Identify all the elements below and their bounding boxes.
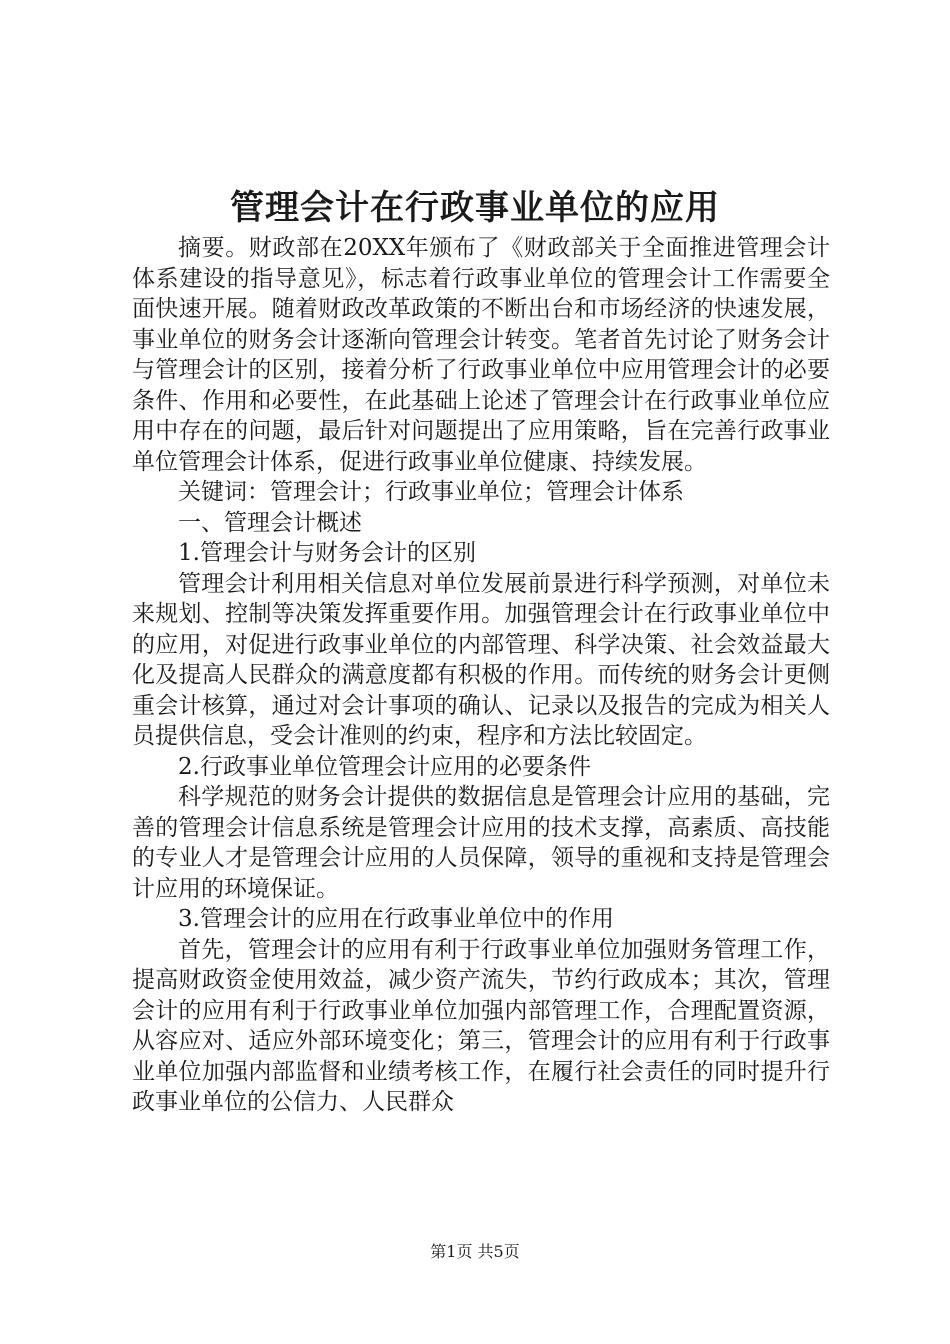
document-title: 管理会计在行政事业单位的应用 [230,188,720,228]
subsection-heading-1: 1.管理会计与财务会计的区别 [178,540,476,566]
body-paragraph: 首先，管理会计的应用有利于行政事业单位加强财务管理工作，提高财政资金使用效益，减少资产流失，节约行政成本；其次，管理会计的应用有利于行政事业单位加强内部管理工作，合理配置资源，从容应对、适应外部环境变化；第三，管理会计的应用有利于行政事业单位加强内部监督和业绩考核工作，在履行社会责任的同时提升行政事业单位的公信力、人民群众 [132,936,830,1115]
abstract-paragraph: 摘要。财政部在20XX年颁布了《财政部关于全面推进管理会计体系建设的指导意见》，标志着行政事业单位的管理会计工作需要全面快速开展。随着财政改革政策的不断出台和市场经济的快速发展，事业单位的财务会计逐渐向管理会计转变。笔者首先讨论了财务会计与管理会计的区别，接着分析了行政事业单位中应用管理会计的必要条件、作用和必要性，在此基础上论述了管理会计在行政事业单位应用中存在的问题，最后针对问题提出了应用策略，旨在完善行政事业单位管理会计体系，促进行政事业单位健康、持续发展。 [132,235,830,475]
page-number-footer: 第1页 共5页 [430,1242,520,1261]
section-heading-1: 一、管理会计概述 [178,509,362,536]
keywords-line: 关键词：管理会计；行政事业单位；管理会计体系 [178,479,684,505]
subsection-heading-3: 3.管理会计的应用在行政事业单位中的作用 [178,906,614,932]
body-paragraph: 管理会计利用相关信息对单位发展前景进行科学预测，对单位未来规划、控制等决策发挥重要作用。加强管理会计在行政事业单位中的应用，对促进行政事业单位的内部管理、科学决策、社会效益最大化及提高人民群众的满意度都有积极的作用。而传统的财务会计更侧重会计核算，通过对会计事项的确认、记录以及报告的完成为相关人员提供信息，受会计准则的约束，程序和方法比较固定。 [132,570,830,749]
subsection-heading-2: 2.行政事业单位管理会计应用的必要条件 [178,753,591,780]
document-body [132,233,830,1118]
body-paragraph: 科学规范的财务会计提供的数据信息是管理会计应用的基础，完善的管理会计信息系统是管理会计应用的技术支撑，高素质、高技能的专业人才是管理会计应用的人员保障，领导的重视和支持是管理会计应用的环境保证。 [132,784,830,902]
